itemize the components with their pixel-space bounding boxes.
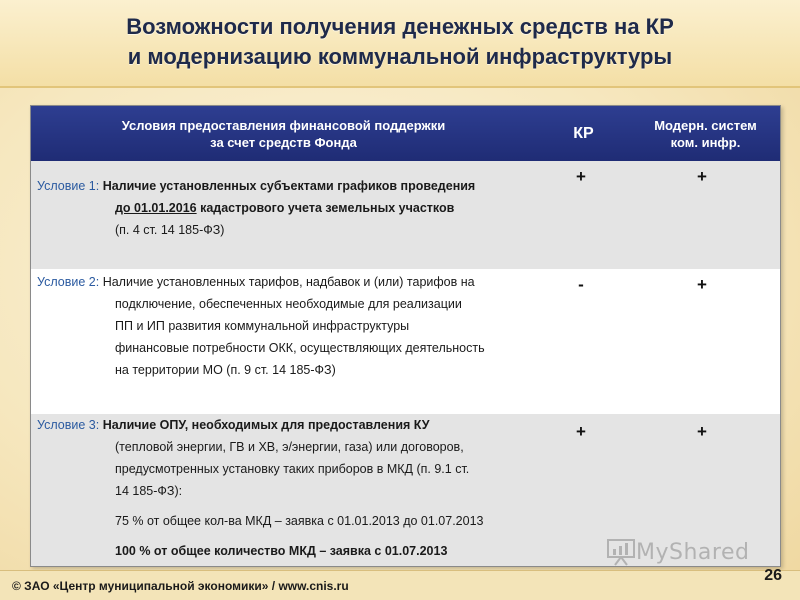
condition-2-line1: Наличие установленных тарифов, надбавок и (или) тарифов на <box>99 275 475 289</box>
title-line-1: Возможности получения денежных средств на КР <box>126 14 674 39</box>
condition-2-line3: ПП и ИП развития коммунальной инфраструктуры <box>115 319 410 333</box>
condition-2-kr-mark: - <box>578 275 584 294</box>
condition-3-line4: 14 185-ФЗ): <box>115 484 183 498</box>
condition-1-text <box>37 175 475 241</box>
condition-3-line2: (тепловой энергии, ГВ и ХВ, э/энергии, газа) или договоров, <box>115 440 464 454</box>
condition-3-line3: предусмотренных установку таких приборов в МКД (п. 9.1 ст. <box>115 462 470 476</box>
condition-2-label: Условие 2: <box>37 275 100 289</box>
condition-1-line3: (п. 4 ст. 14 185-ФЗ) <box>115 223 225 237</box>
condition-3-line1: Наличие ОПУ, необходимых для предоставления КУ <box>99 418 430 432</box>
condition-2-line4: финансовые потребности ОКК, осуществляющих деятельность <box>115 341 485 355</box>
condition-3-label: Условие 3: <box>37 418 100 432</box>
condition-1-date: до 01.01.2016 <box>115 201 197 215</box>
condition-1-line2: кадастрового учета земельных участков <box>196 201 455 215</box>
table-row-condition-2 <box>31 269 780 414</box>
title-band <box>0 0 800 88</box>
column-header-conditions-line1: Условия предоставления финансовой поддержки <box>121 117 446 133</box>
title-line-2: и модернизацию коммунальной инфраструктуры <box>127 44 673 69</box>
column-header-conditions <box>31 106 536 161</box>
condition-3-kr-mark: + <box>576 422 586 441</box>
presentation-chart-icon <box>606 538 636 566</box>
condition-3-text <box>37 414 484 562</box>
condition-1-mod-mark: + <box>697 167 707 186</box>
page-number: 26 <box>764 567 782 584</box>
condition-2-line5: на территории МО (п. 9 ст. 14 185-ФЗ) <box>115 363 336 377</box>
condition-2-line2: подключение, обеспеченных необходимые для реализации <box>115 297 462 311</box>
table-header <box>31 106 780 161</box>
condition-1-label: Условие 1: <box>37 179 100 193</box>
condition-1-kr-mark: + <box>576 167 586 186</box>
table-row-condition-1 <box>31 161 780 269</box>
column-header-kr: КР <box>573 125 594 142</box>
condition-3-line6: 100 % от общее количество МКД – заявка с 01.07.2013 <box>115 544 448 558</box>
footer <box>0 567 800 600</box>
watermark-text: MyShared <box>636 539 750 565</box>
condition-3-line5: 75 % от общее кол-ва МКД – заявка с 01.01.2013 до 01.07.2013 <box>115 514 484 528</box>
myshared-watermark <box>606 537 749 567</box>
slide-title <box>0 12 800 72</box>
column-header-mod-line1: Модерн. систем <box>654 117 757 133</box>
condition-2-mod-mark: + <box>697 275 707 294</box>
condition-2-text <box>37 271 485 381</box>
column-header-mod-line2: ком. инфр. <box>670 134 741 150</box>
conditions-table <box>30 105 781 567</box>
footer-copyright: © ЗАО «Центр муниципальной экономики» / www.cnis.ru <box>12 579 349 593</box>
condition-3-mod-mark: + <box>697 422 707 441</box>
column-header-modernization <box>631 106 780 161</box>
condition-1-line1: Наличие установленных субъектами графиков проведения <box>99 179 476 193</box>
column-header-conditions-line2: за счет средств Фонда <box>210 134 357 150</box>
